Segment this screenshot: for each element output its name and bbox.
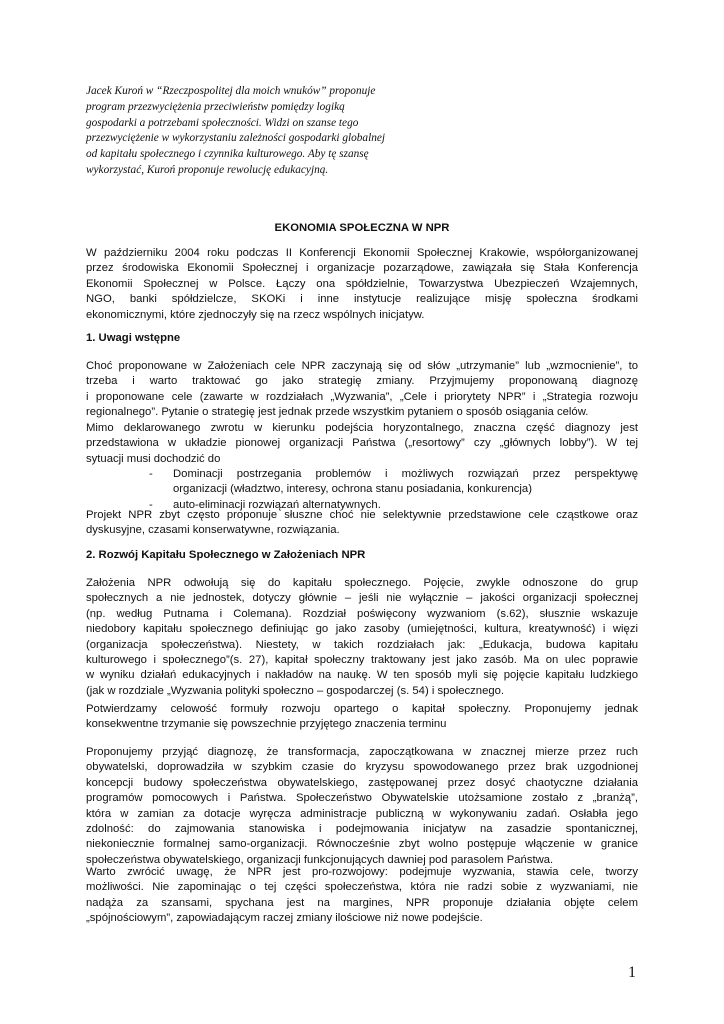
text-line: Założenia NPR odwołują się do kapitału społecznego. Pojęcie, zwykle odnoszone do grup [86,577,638,589]
paragraph-zwrot [86,421,638,467]
paragraph-diagnoza [86,745,638,868]
text-line: W październiku 2004 roku podczas II Konferencji Ekonomii Społecznej Krakowie, współorganizowanej [86,247,638,259]
text-line: (jak w rozdziale „Wyzwania polityki społeczno – gospodarczej (s. 54) i społecznego. [86,684,505,697]
paragraph-pro-rozwojowy [86,865,638,927]
intro-line: przezwyciężenie w wykorzystaniu zależności gospodarki globalnej [86,132,386,145]
text-line: która w zamian za dotacje wyręcza administracje publiczną w wykonywaniu zadań. Osłabła jego [86,807,638,820]
text-line: przez środowiska Ekonomii Społecznej i organizacje pozarządowe, zawiązała się Stała Konferencja [86,262,638,275]
text-line: Proponujemy przyjąć diagnozę, że transformacja, zapoczątkowana w znacznej mierze przez ruch [86,746,638,758]
intro-line: od kapitału społecznego i czynnika kulturowego. Aby tę szansę [86,148,369,161]
bullet-text: Dominacji postrzegania problemów i możliwych rozwiązań przez perspektywę [173,468,638,480]
text-line: programów pomocowych i Państwa. Społeczeństwo Obywatelskie utożsamione zostało z „branżą”, [86,792,638,805]
page-number: 1 [628,964,636,981]
text-line: zdolność: do zajmowania stanowiska i podejmowania inicjatyw na zasadzie spontanicznej, [86,823,638,836]
section-heading-uwagi: 1. Uwagi wstępne [86,332,181,344]
bullet-text: organizacji (władztwo, interesy, ochrona stanu posiadania, konkurencja) [173,483,532,496]
paragraph-cele [86,359,638,421]
text-line: społeczeństwa obywatelskiego, organizacji funkcjonujących dawniej pod parasolem Państwa. [86,853,554,866]
text-line: ekonomicznymi, które zjednoczyły się na rzecz wspólnych inicjatyw. [86,308,425,321]
intro-quote [86,84,426,179]
bullet-text: auto-eliminacji rozwiązań alternatywnych. [173,498,381,511]
text-line: społecznych a nie jednostek, dotyczy głównie – jeśli nie wyłącznie – jakości organizacji społecznej [86,592,638,605]
text-line: przedstawiona w układzie pionowej organizacji Państwa („resortowy” czy „głównych lobby”). W tej [86,437,638,450]
text-line: i proponowane cele (zawarte w rozdziałach „Wyzwania”, „Cele i priorytety NPR” i „Strategia rozwoju [86,390,638,403]
bullet-dash: - [149,468,153,480]
intro-line: gospodarki a potrzebami społeczności. Widzi on szanse tego [86,116,359,129]
text-line: Mimo deklarowanego zwrotu w kierunku podejścia horyzontalnego, znaczna część diagnozy jest [86,422,638,434]
text-line: Warto zwrócić uwagę, że NPR jest pro-rozwojowy: podejmuje wyzwania, stawia cele, tworzy [86,866,638,878]
text-line: Projekt NPR zbyt często proponuje słuszne choć nie selektywnie przedstawione cele cząstkowe oraz [86,509,638,521]
text-line: konsekwentne trzymanie się powszechnie przyjętego znaczenia terminu [86,718,447,731]
text-line: niekoniecznie formalnej samo-organizacji. Równocześnie zbyt wolno postępuje włączenie w granice [86,838,638,851]
text-line: Choć proponowane w Założeniach cele NPR zaczynają się od słów „utrzymanie” lub „wzmocnienie”, to [86,360,638,372]
list-item-continuation [86,482,638,497]
text-line: możliwości. Nie zapominając o tej części społeczeństwa, która nie radzi sobie z wyzwaniami, nie [86,881,638,894]
text-line: niedobory kapitału społecznego definiując go jako zasoby (umiejętności, kultura, kreatywność) i więzi [86,623,638,636]
text-line: NGO, banki spółdzielcze, SKOKi i inne instytucje realizujące misję społeczna środkami [86,293,638,306]
paragraph-projekt [86,508,638,539]
bullet-dash: - [149,498,153,511]
text-line: kulturowego i społecznego”(s. 27), kapitał społeczny traktowany jest jako zasób. Ma on ulec poprawie [86,654,638,667]
text-line: (np. według Putnama i Colemana). Rozdział poświęcony wyzwaniom (s.62), słusznie wskazuje [86,607,638,620]
paragraph-zalozenia [86,576,638,699]
text-line: koncepcji budowy społeczeństwa obywatelskiego, zastępowanej przez dosyć chaotyczne działania [86,776,638,789]
paragraph-potwierdzamy [86,702,638,733]
text-line: w wyniku działań edukacyjnych i nakładów na naukę. W ten sposób myli się pojęcie kapitału ludzkiego [86,669,638,682]
text-line: „spójnościowym”, zapowiadającym raczej zmiany ilościowe niż nowe podejście. [86,912,483,925]
text-line: obywatelski, doprowadziła w szybkim czasie do kryzysu spowodowanego przez brak uzgodnionej [86,761,638,774]
text-line: trzeba i warto traktować go jako strategię zmiany. Przyjmujemy proponowaną diagnozę [86,375,638,388]
paragraph-konferencja [86,246,638,323]
text-line: Potwierdzamy celowość formuły rozwoju opartego o kapitał społeczny. Proponujemy jednak [86,703,638,715]
list-item [86,467,638,482]
text-line: regionalnego”. Pytanie o strategię jest jednak przede wszystkim pytaniem o sposób osiągania celów. [86,406,589,419]
intro-line: Jacek Kuroń w “Rzeczpospolitej dla moich wnuków” proponuje [86,85,376,97]
bullet-list [86,467,638,513]
section-heading-kapital: 2. Rozwój Kapitału Społecznego w Założeniach NPR [86,549,366,561]
text-line: sytuacji musi dochodzić do [86,452,221,465]
document-title: EKONOMIA SPOŁECZNA W NPR [274,222,450,234]
intro-line: wykorzystać, Kuroń proponuje rewolucję edukacyjną. [86,163,329,176]
text-line: Ekonomii Społecznej w Polsce. Łączy ona spółdzielnie, Towarzystwa Ubezpieczeń Wzajemnych, [86,277,638,290]
text-line: nadąża za szansami, spychana jest na margines, NPR proponuje działania objęte celem [86,896,638,909]
intro-line: program przezwyciężenia przeciwieństw pomiędzy logiką [86,100,345,113]
text-line: (organizacja społeczeństwa). Niestety, w takich rozdziałach jak: „Edukacja, budowa kapitału [86,638,638,651]
text-line: dyskusyjne, czasami konserwatywne, rozwiązania. [86,524,340,537]
